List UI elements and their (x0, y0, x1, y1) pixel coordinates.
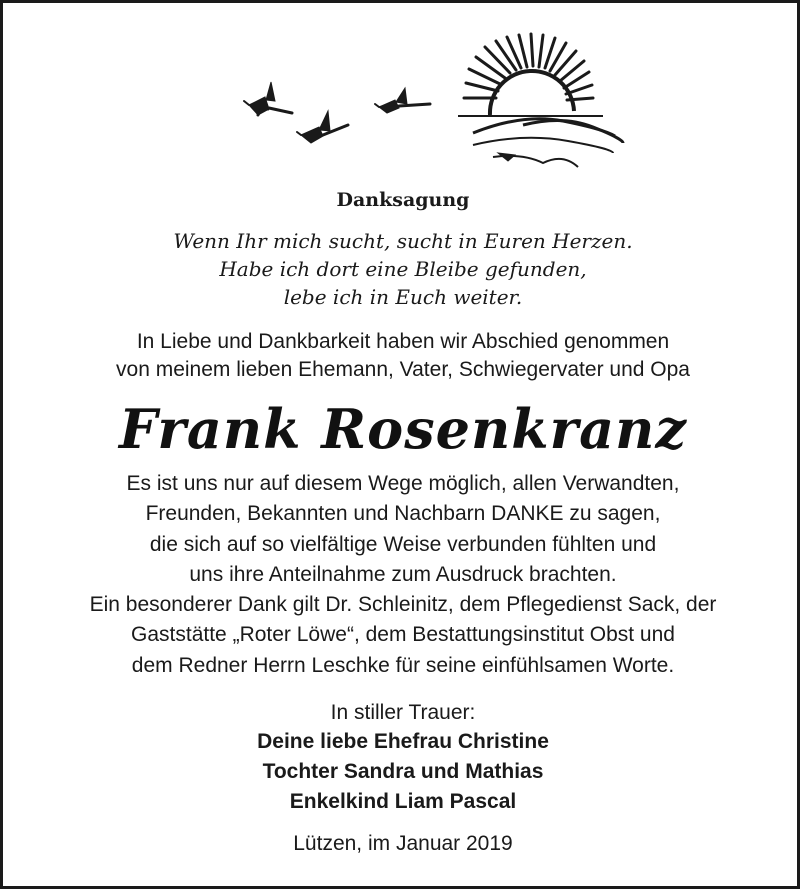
mourners-list (3, 727, 800, 817)
intro-line: In Liebe und Dankbarkeit haben wir Abschied genommen (136, 330, 670, 353)
mourning-label: In stiller Trauer: (330, 701, 476, 724)
thanks-line: Gaststätte „Roter Löwe“, dem Bestattungsinstitut Obst und (131, 623, 675, 647)
thanks-line: Ein besonderer Dank gilt Dr. Schleinitz, dem Pflegedienst Sack, der (89, 593, 717, 617)
bird-3-icon (375, 88, 430, 113)
verse-line: Habe ich dort eine Bleibe gefunden, (219, 257, 587, 281)
deceased-name: Frank Rosenkranz (119, 397, 687, 461)
verse-line: lebe ich in Euch weiter. (283, 285, 523, 309)
farewell-intro (3, 328, 800, 384)
thanks-line: dem Redner Herrn Leschke für seine einfühlsamen Worte. (131, 653, 675, 677)
thanks-line: die sich auf so vielfältige Weise verbunden fühlten und (149, 532, 657, 556)
thanks-text (3, 469, 800, 681)
header-artwork (3, 3, 800, 188)
thanks-line: Freunden, Bekannten und Nachbarn DANKE zu sagen, (145, 502, 661, 526)
memorial-verse (3, 227, 800, 311)
bird-1-icon (244, 82, 292, 115)
flying-birds-icon (244, 82, 430, 143)
notice-heading: Danksagung (336, 189, 470, 211)
thanks-line: Es ist uns nur auf diesem Wege möglich, allen Verwandten, (126, 472, 680, 495)
mourner-line: Tochter Sandra und Mathias (262, 760, 544, 783)
verse-line: Wenn Ihr mich sucht, sucht in Euren Herzen. (173, 229, 633, 253)
setting-sun-icon (458, 34, 623, 167)
bird-2-icon (297, 111, 348, 143)
place-and-date: Lützen, im Januar 2019 (293, 832, 513, 855)
thanks-line: uns ihre Anteilnahme zum Ausdruck brachten. (189, 562, 617, 586)
intro-line: von meinem lieben Ehemann, Vater, Schwiegervater und Opa (116, 358, 690, 381)
mourner-line: Enkelkind Liam Pascal (289, 790, 517, 813)
mourner-line: Deine liebe Ehefrau Christine (257, 730, 549, 753)
